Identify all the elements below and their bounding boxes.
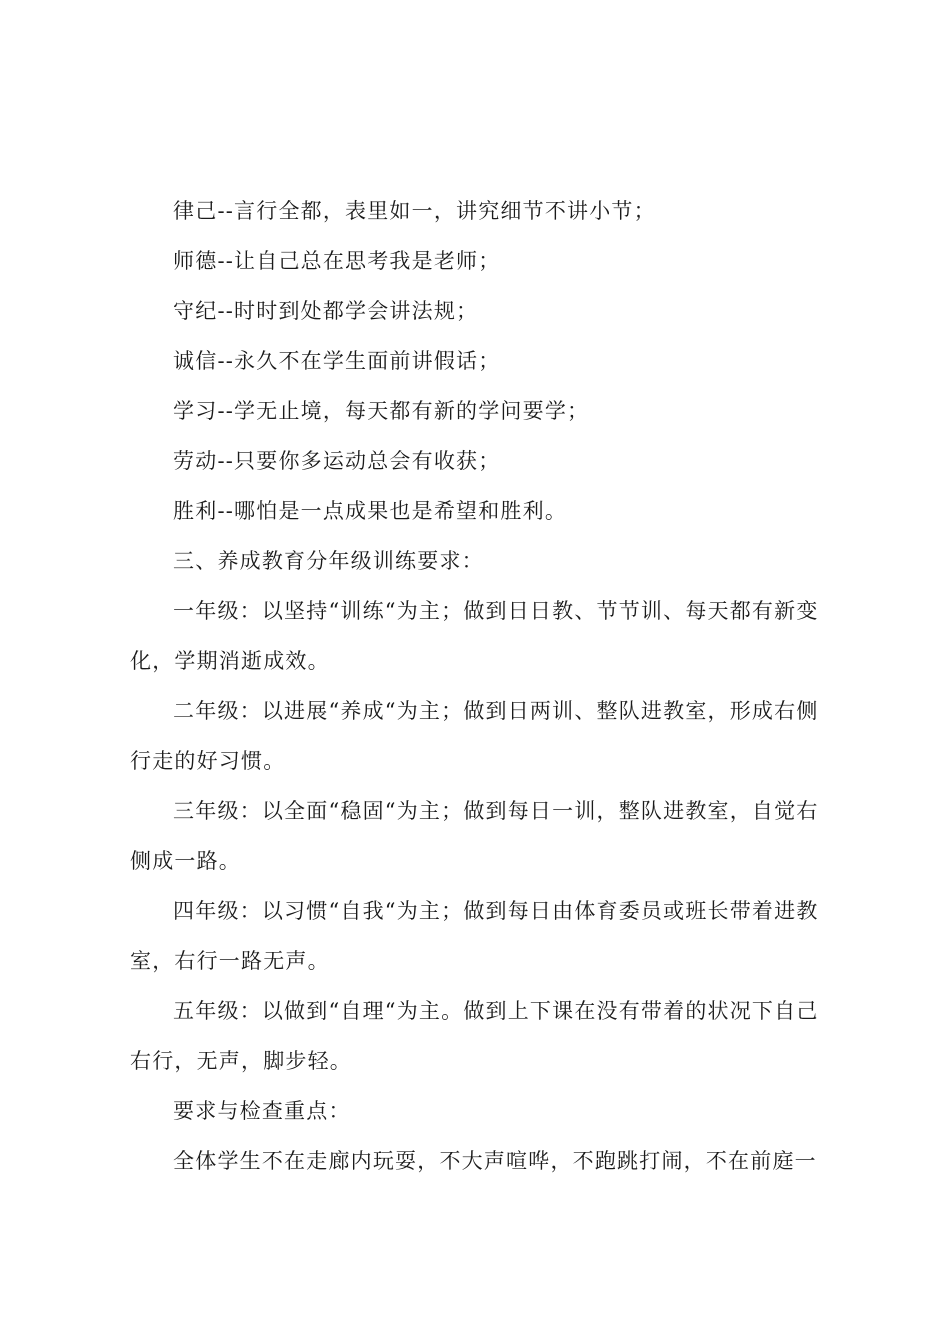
paragraph-law-abiding: 守纪--时时到处都学会讲法规； bbox=[173, 299, 479, 323]
document-body bbox=[130, 186, 830, 1186]
paragraph-victory: 胜利--哪怕是一点成果也是希望和胜利。 bbox=[173, 499, 568, 523]
paragraph-labor: 劳动--只要你多运动总会有收获； bbox=[173, 449, 501, 473]
paragraph-teacher-ethics: 师德--让自己总在思考我是老师； bbox=[173, 249, 501, 273]
paragraph-all-students: 全体学生不在走廊内玩耍，不大声喧哗，不跑跳打闹，不在前庭一 bbox=[173, 1149, 817, 1173]
paragraph-grade-one: 一年级：以坚持“训练“为主；做到日日教、节节训、每天都有新变化，学期消逝成效。 bbox=[130, 599, 819, 673]
paragraph-integrity: 诚信--永久不在学生面前讲假话； bbox=[173, 349, 501, 373]
paragraph-grade-two: 二年级：以进展“养成“为主；做到日两训、整队进教室，形成右侧行走的好习惯。 bbox=[130, 699, 819, 773]
paragraph-grade-four: 四年级：以习惯“自我“为主；做到每日由体育委员或班长带着进教室，右行一路无声。 bbox=[130, 899, 819, 973]
paragraph-self-discipline: 律己--言行全都，表里如一，讲究细节不讲小节； bbox=[173, 199, 656, 223]
paragraph-grade-three: 三年级：以全面“稳固“为主；做到每日一训，整队进教室，自觉右侧成一路。 bbox=[130, 799, 819, 873]
paragraph-requirements-heading: 要求与检查重点： bbox=[173, 1099, 351, 1123]
paragraph-grade-five: 五年级：以做到“自理“为主。做到上下课在没有带着的状况下自己右行，无声，脚步轻。 bbox=[130, 999, 819, 1073]
section-heading-training-requirements: 三、养成教育分年级训练要求： bbox=[173, 549, 484, 573]
paragraph-learning: 学习--学无止境，每天都有新的学问要学； bbox=[173, 399, 590, 423]
